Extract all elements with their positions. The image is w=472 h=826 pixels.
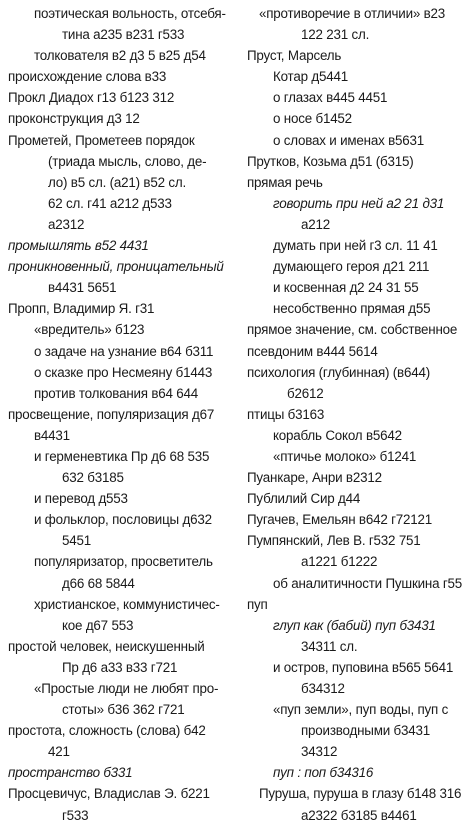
- index-line: глуп как (бабий) пуп б3431: [273, 617, 436, 633]
- index-line: Пумпянский, Лев В. г532 751: [247, 533, 421, 549]
- index-line: об аналитичности Пушкина г55: [273, 575, 463, 591]
- index-line: Котар д5441: [273, 69, 348, 85]
- index-line: стоты» б36 362 г721: [62, 702, 185, 718]
- index-line: а2322 б3185 в4461: [301, 807, 417, 823]
- index-line: и герменевтика Пр д6 68 535: [34, 448, 210, 464]
- index-line: прямое значение, см. собственное: [247, 322, 458, 338]
- index-line: Прометей, Прометеев порядок: [8, 132, 195, 148]
- index-line: против толкования в64 644: [34, 385, 199, 401]
- index-line: а2312: [48, 216, 85, 232]
- index-line: пуп : поп б34316: [273, 765, 374, 781]
- index-line: психология (глубинная) (в644): [247, 364, 430, 380]
- index-line: «пуп земли», пуп воды, пуп с: [273, 702, 449, 718]
- index-line: 632 б3185: [62, 470, 124, 486]
- index-line: говорить при ней а2 21 д31: [273, 195, 445, 211]
- index-line: 5451: [62, 533, 91, 549]
- index-line: Пуруша, пуруша в глазу б148 316: [259, 786, 462, 802]
- index-line: «противоречие в отличии» в23: [259, 6, 446, 21]
- index-line: и остров, пуповина в565 5641: [273, 659, 454, 675]
- index-line: «птичье молоко» б1241: [273, 448, 417, 464]
- index-line: тина а235 в231 г533: [62, 27, 185, 43]
- index-line: просвещение, популяризация д67: [8, 406, 215, 422]
- index-line: происхождение слова в33: [8, 69, 167, 85]
- index-line: толкователя в2 д3 5 в25 д54: [34, 48, 206, 64]
- index-line: б2612: [287, 385, 324, 401]
- index-line: о задаче на узнание в64 б311: [34, 343, 214, 359]
- index-line: проконструкция д3 12: [8, 111, 140, 127]
- index-line: прямая речь: [247, 174, 323, 190]
- index-line: и перевод д553: [34, 491, 128, 507]
- index-line: пуп: [247, 596, 268, 612]
- index-line: Пуанкаре, Анри в2312: [247, 470, 382, 486]
- index-line: простота, сложность (слова) б42: [8, 723, 206, 739]
- index-line: промышлять в52 4431: [8, 238, 149, 254]
- index-line: Просцевичус, Владислав Э. б221: [8, 786, 210, 802]
- index-line: о носе б1452: [273, 111, 352, 127]
- index-line: г533: [62, 807, 89, 823]
- right-column: [247, 3, 469, 826]
- left-column: [8, 3, 240, 826]
- index-line: псевдоним в444 5614: [247, 343, 378, 359]
- index-line: а212: [301, 216, 330, 232]
- index-line: Пр д6 а33 в33 г721: [62, 659, 178, 675]
- index-line: пространство б331: [8, 765, 133, 781]
- index-line: думающего героя д21 211: [273, 259, 430, 275]
- index-line: и косвенная д2 24 31 55: [273, 280, 419, 296]
- index-line: христианское, коммунистичес-: [34, 596, 220, 612]
- index-line: Прокл Диадох г13 б123 312: [8, 90, 175, 106]
- index-line: 122 231 сл.: [301, 27, 370, 43]
- index-line: о сказке про Несмеяну б1443: [34, 364, 213, 380]
- index-line: (триада мысль, слово, де-: [48, 153, 207, 169]
- index-line: о словах и именах в5631: [273, 132, 424, 148]
- index-line: производными б3431: [301, 723, 430, 739]
- index-line: а1221 б1222: [301, 554, 378, 570]
- index-line: и фольклор, пословицы д632: [34, 512, 212, 528]
- index-line: в4431 5651: [48, 280, 117, 296]
- index-line: в4431: [34, 427, 70, 443]
- index-line: птицы б3163: [247, 406, 325, 422]
- index-line: корабль Сокол в5642: [273, 427, 402, 443]
- index-line: популяризатор, просветитель: [34, 554, 213, 570]
- index-line: простой человек, неискушенный: [8, 638, 205, 654]
- index-line: поэтическая вольность, отсебя-: [34, 6, 226, 21]
- index-line: Пруст, Марсель: [247, 48, 342, 64]
- index-line: ло) в5 сл. (а21) в52 сл.: [48, 174, 186, 190]
- index-line: б34312: [301, 681, 345, 696]
- index-line: несобственно прямая д55: [273, 301, 431, 317]
- index-line: проникновенный, проницательный: [8, 259, 224, 275]
- index-line: Пропп, Владимир Я. г31: [8, 301, 155, 317]
- index-line: 34311 сл.: [301, 638, 358, 654]
- index-line: кое д67 553: [62, 617, 134, 633]
- index-line: 34312: [301, 744, 338, 760]
- index-line: Пугачев, Емельян в642 г72121: [247, 512, 433, 528]
- index-line: 62 сл. г41 а212 д533: [48, 195, 172, 211]
- index-line: 421: [48, 744, 70, 760]
- index-line: Прутков, Козьма д51 (б315): [247, 153, 414, 169]
- index-line: д66 68 5844: [62, 575, 135, 591]
- index-line: думать при ней г3 сл. 11 41: [273, 238, 438, 254]
- index-line: «Простые люди не любят про-: [34, 681, 219, 696]
- index-line: «вредитель» б123: [34, 322, 145, 338]
- index-line: Публилий Сир д44: [247, 491, 361, 507]
- index-line: о глазах в445 4451: [273, 90, 388, 106]
